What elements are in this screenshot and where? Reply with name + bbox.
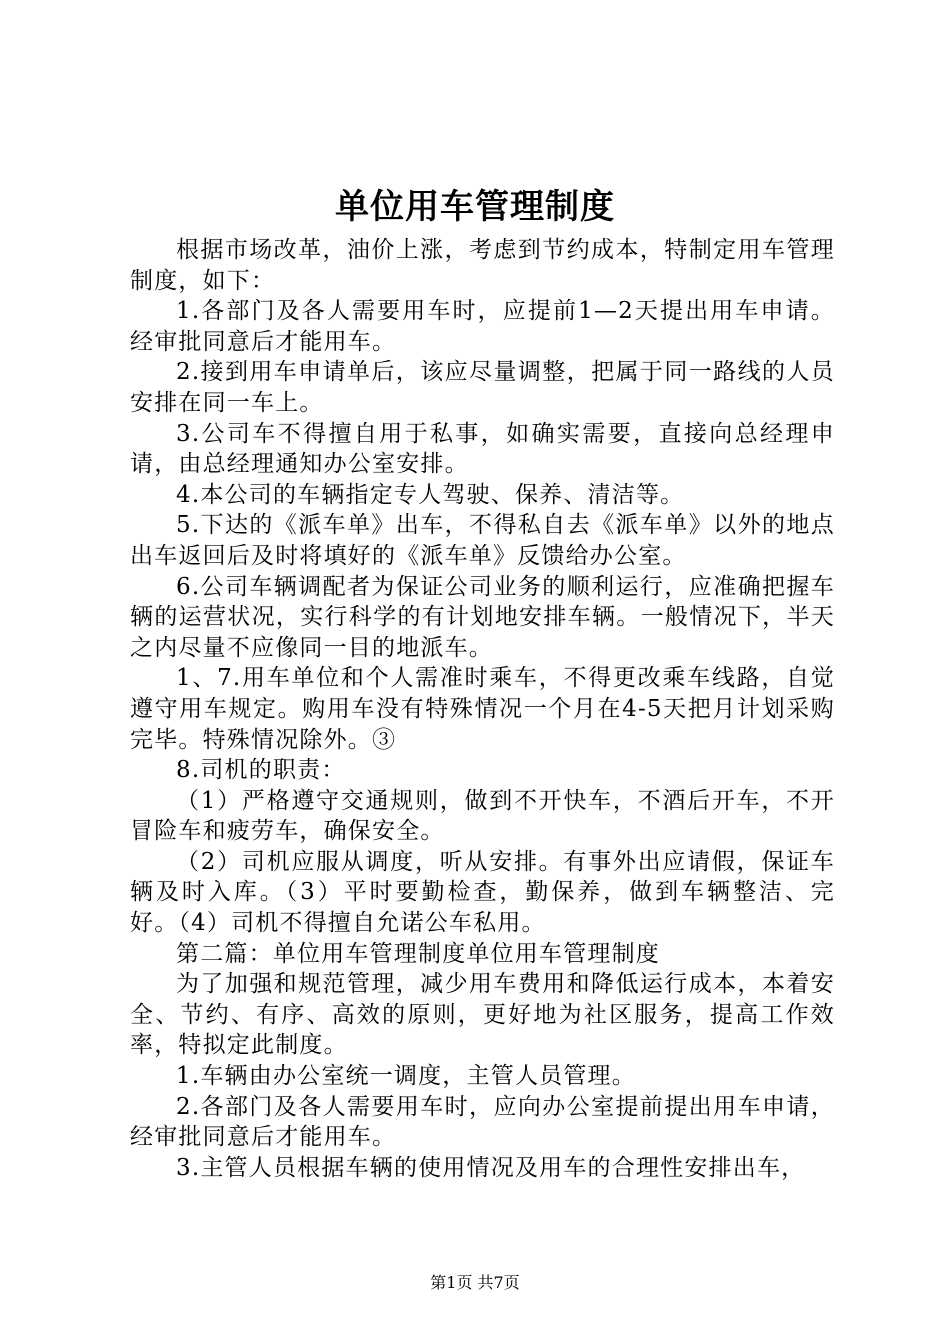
- paragraph-rule-7: 1、7.用车单位和个人需准时乘车，不得更改乘车线路，自觉遵守用车规定。购用车没有特殊情况一个月在4-5天把月计划采购完毕。特殊情况除外。③: [130, 665, 835, 753]
- paragraph-duty-1: （1）严格遵守交通规则，做到不开快车，不酒后开车，不开冒险车和疲劳车，确保安全。: [130, 787, 835, 845]
- paragraph-rule-5: 5.下达的《派车单》出车，不得私自去《派车单》以外的地点出车返回后及时将填好的《派车单》反馈给办公室。: [130, 512, 835, 569]
- paragraph-part-two-rule-1: 1.车辆由办公室统一调度，主管人员管理。: [176, 1063, 636, 1090]
- paragraph-part-two-rule-3: 3.主管人员根据车辆的使用情况及用车的合理性安排出车，: [176, 1154, 806, 1181]
- paragraph-rule-8: 8.司机的职责：: [176, 757, 346, 784]
- paragraph-intro: 根据市场改革，油价上涨，考虑到节约成本，特制定用车管理制度，如下：: [130, 237, 835, 294]
- document-title: 单位用车管理制度: [335, 187, 615, 227]
- page-footer: 第1页 共7页: [430, 1273, 520, 1292]
- paragraph-rule-2: 2.接到用车申请单后，该应尽量调整，把属于同一路线的人员安排在同一车上。: [130, 359, 835, 416]
- paragraph-part-two-heading: 第二篇：单位用车管理制度单位用车管理制度: [176, 940, 660, 967]
- paragraph-rule-6: 6.公司车辆调配者为保证公司业务的顺利运行，应准确把握车辆的运营状况，实行科学的有计划地安排车辆。一般情况下，半天之内尽量不应像同一目的地派车。: [130, 573, 835, 661]
- paragraph-rule-1: 1.各部门及各人需要用车时，应提前1—2天提出用车申请。经审批同意后才能用车。: [130, 298, 835, 355]
- paragraph-part-two-intro: 为了加强和规范管理，减少用车费用和降低运行成本，本着安全、节约、有序、高效的原则，更好地为社区服务，提高工作效率，特拟定此制度。: [130, 971, 835, 1059]
- paragraph-rule-3: 3.公司车不得擅自用于私事，如确实需要，直接向总经理申请，由总经理通知办公室安排。: [130, 420, 835, 478]
- paragraph-duty-2-4: （2）司机应服从调度，听从安排。有事外出应请假，保证车辆及时入库。（3）平时要勤检查，勤保养，做到车辆整洁、完好。（4）司机不得擅自允诺公车私用。: [130, 848, 835, 937]
- paragraph-rule-4: 4.本公司的车辆指定专人驾驶、保养、清洁等。: [176, 481, 685, 508]
- document-body: [130, 235, 835, 1183]
- paragraph-part-two-rule-2: 2.各部门及各人需要用车时，应向办公室提前提出用车申请，经审批同意后才能用车。: [130, 1093, 835, 1151]
